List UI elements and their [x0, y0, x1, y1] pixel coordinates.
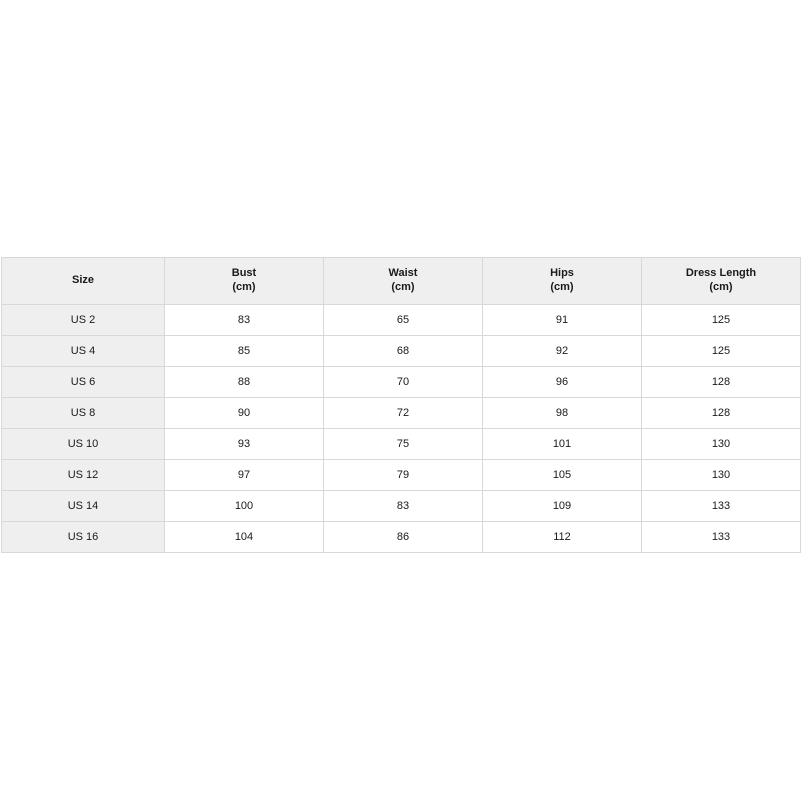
column-header-waist: [324, 258, 483, 305]
table-row: [2, 522, 801, 553]
cell-size: US 14: [2, 491, 165, 522]
cell-dress-length: 133: [642, 522, 801, 553]
column-header-waist-unit: (cm): [391, 281, 415, 293]
cell-hips: 96: [483, 367, 642, 398]
column-header-bust: [165, 258, 324, 305]
cell-bust: 100: [165, 491, 324, 522]
cell-waist: 65: [324, 305, 483, 336]
cell-hips: 91: [483, 305, 642, 336]
header-row: [2, 258, 801, 305]
cell-bust: 88: [165, 367, 324, 398]
table-row: [2, 398, 801, 429]
table-row: [2, 491, 801, 522]
cell-hips: 109: [483, 491, 642, 522]
column-header-dress-length: [642, 258, 801, 305]
column-header-bust-label: Bust: [231, 267, 257, 280]
cell-hips: 105: [483, 460, 642, 491]
cell-waist: 86: [324, 522, 483, 553]
cell-size: US 2: [2, 305, 165, 336]
column-header-hips-unit: (cm): [550, 281, 574, 293]
cell-waist: 68: [324, 336, 483, 367]
cell-dress-length: 128: [642, 398, 801, 429]
table-row: [2, 460, 801, 491]
column-header-hips: [483, 258, 642, 305]
cell-bust: 93: [165, 429, 324, 460]
size-chart-body: [2, 305, 801, 553]
column-header-size-label: Size: [71, 274, 94, 287]
cell-dress-length: 125: [642, 305, 801, 336]
cell-dress-length: 128: [642, 367, 801, 398]
cell-size: US 16: [2, 522, 165, 553]
table-row: [2, 367, 801, 398]
cell-hips: 112: [483, 522, 642, 553]
cell-size: US 10: [2, 429, 165, 460]
cell-dress-length: 125: [642, 336, 801, 367]
cell-dress-length: 133: [642, 491, 801, 522]
cell-hips: 101: [483, 429, 642, 460]
column-header-waist-label: Waist: [388, 267, 418, 280]
cell-waist: 83: [324, 491, 483, 522]
cell-size: US 12: [2, 460, 165, 491]
column-header-size: [2, 258, 165, 305]
cell-waist: 79: [324, 460, 483, 491]
cell-waist: 70: [324, 367, 483, 398]
size-chart-table: [1, 257, 801, 553]
cell-size: US 4: [2, 336, 165, 367]
cell-bust: 90: [165, 398, 324, 429]
table-row: [2, 305, 801, 336]
cell-bust: 83: [165, 305, 324, 336]
table-row: [2, 336, 801, 367]
size-chart-container: [1, 257, 800, 553]
cell-size: US 8: [2, 398, 165, 429]
cell-hips: 92: [483, 336, 642, 367]
cell-hips: 98: [483, 398, 642, 429]
cell-waist: 75: [324, 429, 483, 460]
size-chart-header: [2, 258, 801, 305]
cell-dress-length: 130: [642, 460, 801, 491]
cell-dress-length: 130: [642, 429, 801, 460]
column-header-dress-length-unit: (cm): [709, 281, 733, 293]
cell-bust: 97: [165, 460, 324, 491]
cell-size: US 6: [2, 367, 165, 398]
cell-bust: 104: [165, 522, 324, 553]
column-header-dress-length-label: Dress Length: [685, 267, 757, 280]
cell-waist: 72: [324, 398, 483, 429]
table-row: [2, 429, 801, 460]
cell-bust: 85: [165, 336, 324, 367]
column-header-bust-unit: (cm): [232, 281, 256, 293]
column-header-hips-label: Hips: [550, 267, 574, 280]
